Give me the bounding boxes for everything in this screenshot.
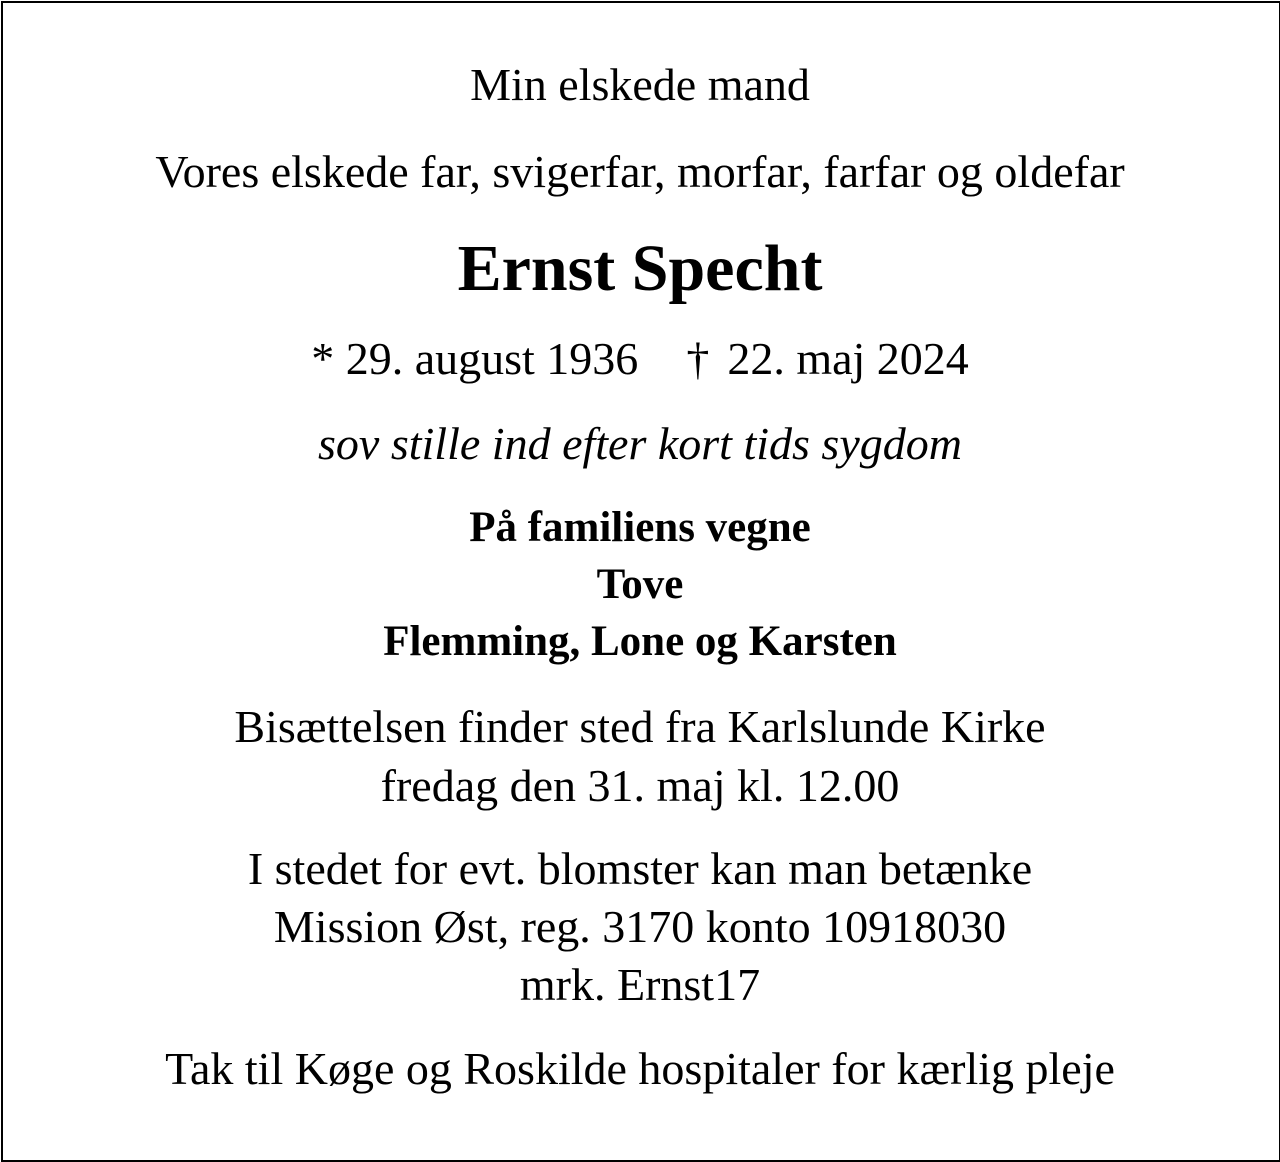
death-symbol: † <box>686 333 710 384</box>
life-dates <box>0 333 1280 384</box>
ceremony-line-2: fredag den 31. maj kl. 12.00 <box>380 760 900 811</box>
thanks-line: Tak til Køge og Roskilde hospitaler for kærlig pleje <box>165 1043 1115 1094</box>
birth-date: 29. august 1936 <box>345 333 639 384</box>
birth-symbol: * <box>311 333 335 384</box>
death-date: 22. maj 2024 <box>727 333 969 384</box>
family-line-1: På familiens vegne <box>469 504 811 551</box>
family-line-2: Tove <box>596 561 684 608</box>
donation-line-3: mrk. Ernst17 <box>519 959 761 1010</box>
intro-line: Min elskede mand <box>470 59 810 110</box>
family-line-3: Flemming, Lone og Karsten <box>383 618 897 665</box>
donation-line-2: Mission Øst, reg. 3170 konto 10918030 <box>273 901 1007 952</box>
relations-line: Vores elskede far, svigerfar, morfar, farfar og oldefar <box>155 146 1125 197</box>
donation-line-1: I stedet for evt. blomster kan man betænke <box>247 843 1033 894</box>
ceremony-line-1: Bisættelsen finder sted fra Karlslunde Kirke <box>234 701 1046 752</box>
subtitle-line: sov stille ind efter kort tids sygdom <box>318 418 962 469</box>
deceased-name: Ernst Specht <box>457 232 823 305</box>
